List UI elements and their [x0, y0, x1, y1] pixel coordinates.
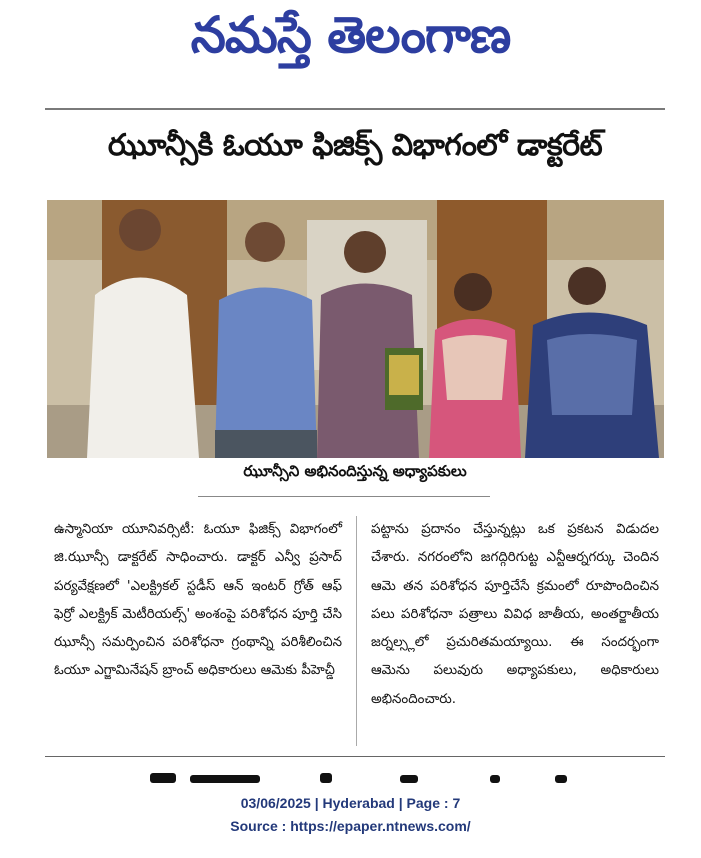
caption-underline: [198, 496, 490, 497]
cropped-text-fragment: [150, 769, 570, 783]
masthead: [0, 0, 701, 80]
edition-info: 03/06/2025 | Hyderabad | Page : 7: [240, 795, 461, 811]
source-link[interactable]: Source : https://epaper.ntnews.com/: [230, 818, 471, 834]
newspaper-logo: నమస్తే తెలంగాణ: [190, 6, 511, 64]
photo-caption: ఝూన్సీని అభినందిస్తున్న అధ్యాపకులు: [243, 462, 467, 480]
group-photo-image: [47, 200, 664, 458]
article-column-left: ఉస్మానియా యూనివర్సిటీ: ఓయూ ఫిజిక్స్ విభాగంలో జి.ఝూన్సీ డాక్టరేట్ సాధించారు. డాక్టర్ ఎన్వీ ప్రసాద్ పర్యవేక్షణలో 'ఎలక్ట్రికల్ స్టడీస్ ఆన్ ఇంటర్ గ్రోత్ ఆఫ్ ఫెర్రో ఎలక్ట్రిక్ మెటీరియల్స్' అంశంపై పరిశోధన పూర్తి చేసి ఝూన్సీ సమర్పించిన పరిశోధనా గ్రంథాన్ని పరిశీలించిన ఓయూ ఎగ్జామినేషన్ బ్రాంచ్ అధికారులు ఆమెకు పీహెచ్డీ: [54, 522, 342, 679]
top-divider: [45, 108, 665, 110]
next-article-fragment: [150, 768, 570, 782]
source-footer: [0, 792, 701, 838]
column-divider: [356, 516, 357, 746]
article-photo: [47, 200, 664, 458]
article-column-right: పట్టాను ప్రదానం చేస్తున్నట్లు ఒక ప్రకటన విడుదల చేశారు. నగరంలోని జగద్గిరిగుట్ట ఎన్టీఆర్నగర్కు చెందిన ఆమె తన పరిశోధన పూర్తిచేసే క్రమంలో రూపొందించిన పలు పరిశోధనా పత్రాలు వివిధ జాతీయ, అంతర్జాతీయ జర్నల్స్లలో ప్రచురితమయ్యాయి. ఈ సందర్భంగా ఆమెను పలువురు అధ్యాపకులు, అధికారులు అభినందించారు.: [371, 522, 659, 707]
bottom-divider: [45, 756, 665, 757]
article-headline: ఝూన్సీకి ఓయూ ఫిజిక్స్ విభాగంలో డాక్టరేట్: [107, 128, 603, 163]
